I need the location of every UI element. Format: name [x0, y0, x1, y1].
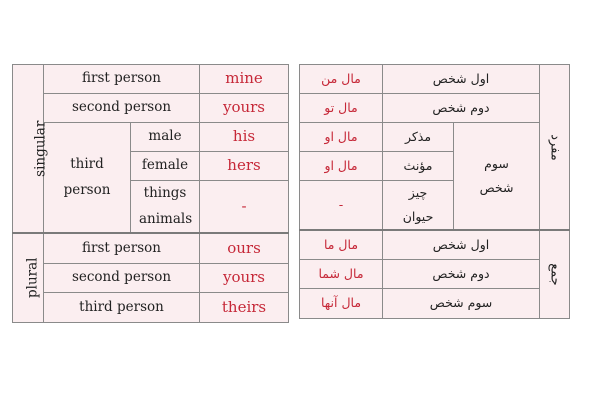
- pronoun-yours-plural: yours: [200, 263, 289, 292]
- english-pronoun-table: [12, 64, 289, 323]
- fa-third-person-label: سوم شخص: [454, 123, 540, 230]
- third-person-label: third person: [44, 123, 131, 234]
- things-animals-label: things animals: [131, 181, 200, 234]
- pronoun-hers: hers: [200, 152, 289, 181]
- pronoun-things-dash: -: [200, 181, 289, 234]
- fa-things-animals-label: چیز حیوان: [383, 181, 454, 230]
- fa-plural-group-label: جمع: [540, 230, 570, 319]
- plural-third-person-label: third person: [44, 292, 200, 322]
- persian-pronoun-table: [299, 64, 570, 319]
- first-person-label: first person: [44, 65, 200, 94]
- fa-female-label: مؤنث: [383, 152, 454, 181]
- fa-second-person-label: دوم شخص: [383, 94, 540, 123]
- plural-first-person-label: first person: [44, 233, 200, 263]
- fa-plural-second-person-label: دوم شخص: [383, 260, 540, 289]
- pronoun-ours: ours: [200, 233, 289, 263]
- pronoun-his: his: [200, 123, 289, 152]
- fa-plural-third-person-label: سوم شخص: [383, 289, 540, 319]
- fa-pronoun-theirs: مال آنها: [300, 289, 383, 319]
- fa-pronoun-ours: مال ما: [300, 230, 383, 260]
- fa-pronoun-hers: مال او: [300, 152, 383, 181]
- female-label: female: [131, 152, 200, 181]
- second-person-label: second person: [44, 94, 200, 123]
- fa-pronoun-yours-plural: مال شما: [300, 260, 383, 289]
- fa-pronoun-things-dash: -: [300, 181, 383, 230]
- fa-singular-group-label: مفرد: [540, 65, 570, 230]
- fa-pronoun-mine: مال من: [300, 65, 383, 94]
- pronoun-mine: mine: [200, 65, 289, 94]
- fa-plural-first-person-label: اول شخص: [383, 230, 540, 260]
- plural-group-label: plural: [13, 233, 44, 322]
- singular-group-label: singular: [13, 65, 44, 234]
- plural-second-person-label: second person: [44, 263, 200, 292]
- fa-first-person-label: اول شخص: [383, 65, 540, 94]
- pronoun-theirs: theirs: [200, 292, 289, 322]
- male-label: male: [131, 123, 200, 152]
- pronoun-yours: yours: [200, 94, 289, 123]
- fa-pronoun-his: مال او: [300, 123, 383, 152]
- fa-male-label: مذکر: [383, 123, 454, 152]
- fa-pronoun-yours: مال تو: [300, 94, 383, 123]
